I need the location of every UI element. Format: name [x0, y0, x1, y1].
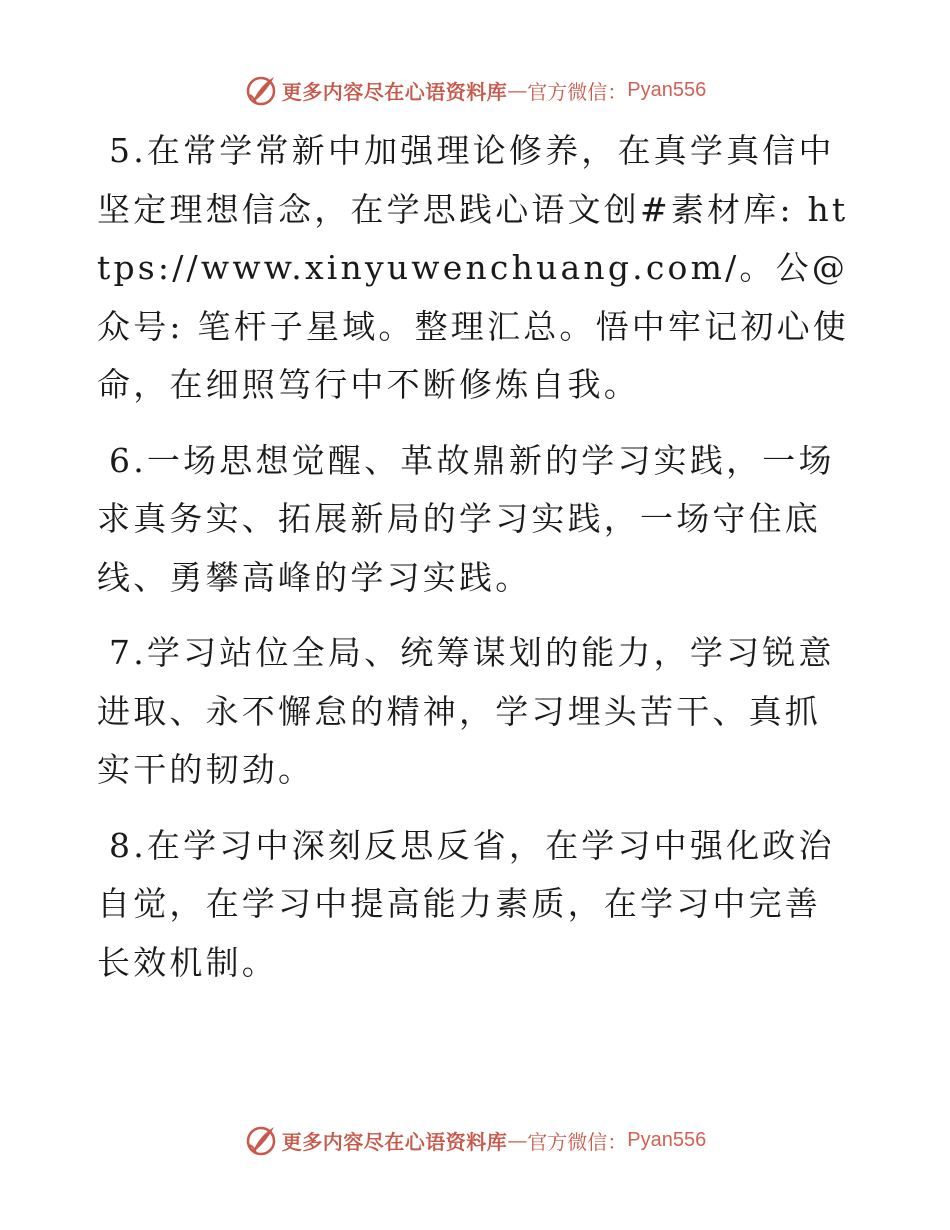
header-wechat-id: Pyan556	[627, 78, 707, 101]
quill-pen-logo-icon	[244, 1123, 278, 1157]
header-brand-text: 更多内容尽在心语资料库	[281, 79, 508, 104]
header-separator: —	[507, 78, 528, 102]
paragraph-6: 6.一场思想觉醒、革故鼎新的学习实践，一场求真务实、拓展新局的学习实践，一场守住底线、勇攀高峰的学习实践。	[97, 440, 835, 597]
paragraph-5: 5.在常学常新中加强理论修养，在真学真信中坚定理想信念，在学思践心语文创#素材库: https://www.xinyuwenchuang.com/。公@众号: 笔杆子星域。整理汇总。悟中牢记初心使命，在细照笃行中不断修炼自我。	[97, 131, 850, 404]
header-banner	[0, 70, 950, 110]
paragraph-8: 8.在学习中深刻反思反省，在学习中强化政治自觉，在学习中提高能力素质，在学习中完善长效机制。	[97, 825, 835, 982]
footer-brand-text: 更多内容尽在心语资料库	[281, 1129, 508, 1154]
footer-banner	[0, 1120, 950, 1160]
footer-wechat-id: Pyan556	[627, 1128, 707, 1151]
header-wechat-label: 官方微信：	[527, 79, 628, 104]
document-body	[97, 122, 857, 1009]
quill-pen-logo-icon	[244, 73, 278, 107]
footer-wechat-label: 官方微信：	[527, 1129, 628, 1154]
paragraph-7: 7.学习站位全局、统筹谋划的能力，学习锐意进取、永不懈怠的精神，学习埋头苦干、真抓实干的韧劲。	[97, 633, 835, 789]
footer-separator: —	[507, 1128, 528, 1152]
